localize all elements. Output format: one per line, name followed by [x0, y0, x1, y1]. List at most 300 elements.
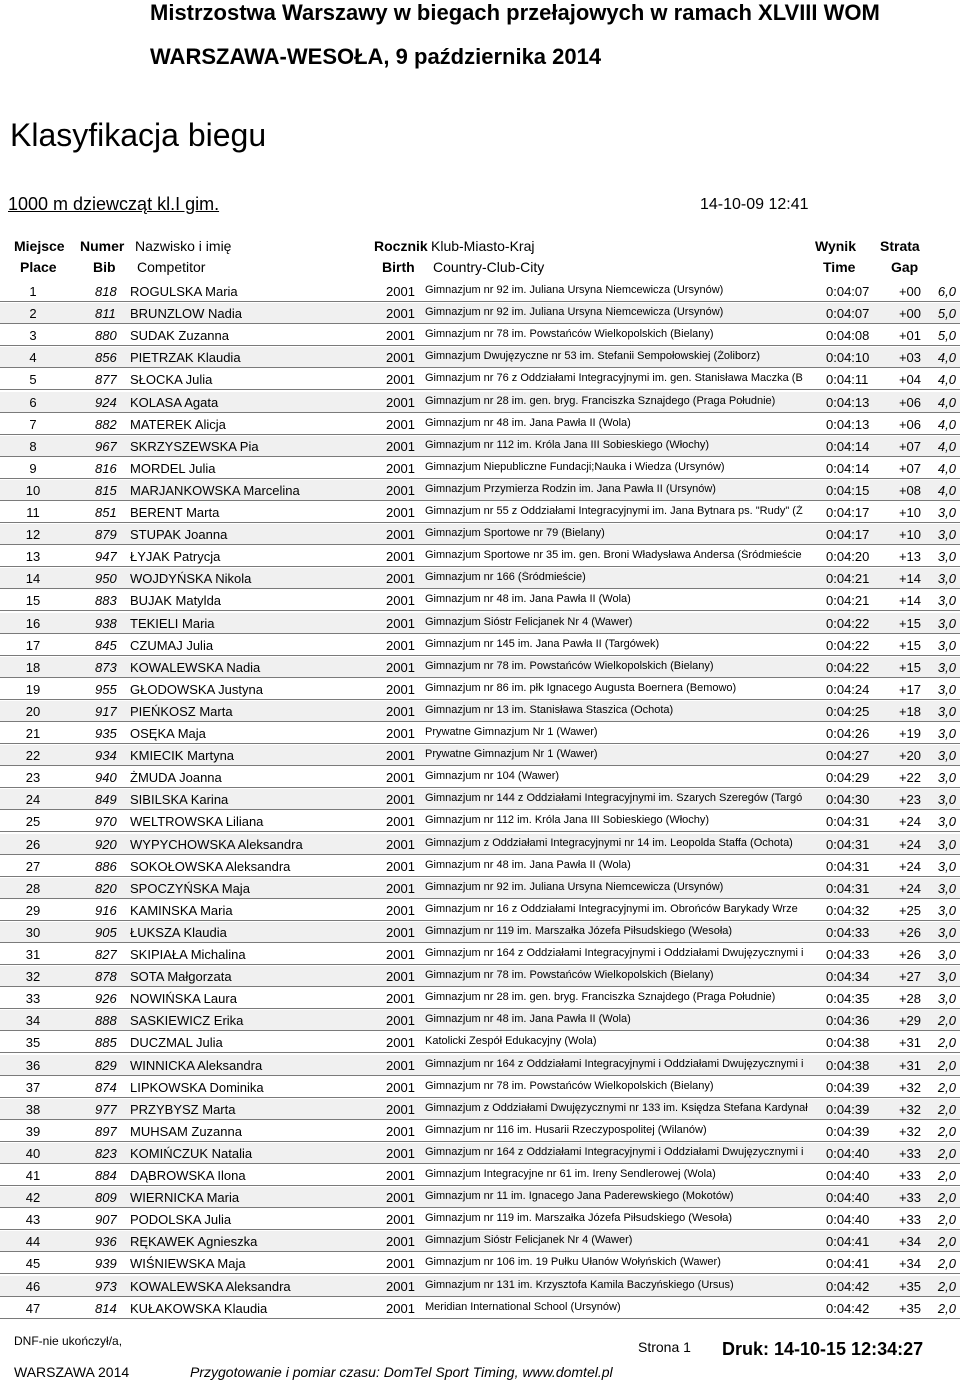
race-datetime: 14-10-09 12:41 — [700, 196, 809, 213]
time-gap: +14 — [898, 571, 921, 586]
bib-number: 924 — [95, 395, 117, 410]
place: 3 — [29, 328, 37, 343]
row-divider — [0, 655, 960, 656]
place: 10 — [25, 483, 41, 498]
time-gap: +08 — [898, 483, 921, 498]
points: 3,0 — [937, 616, 956, 631]
result-time: 0:04:31 — [826, 814, 870, 829]
row-divider — [0, 964, 960, 965]
birth-year: 2001 — [386, 770, 415, 785]
points: 2,0 — [937, 1234, 956, 1249]
row-divider — [0, 898, 960, 899]
result-time: 0:04:13 — [826, 395, 870, 410]
points: 3,0 — [937, 770, 956, 785]
time-gap: +27 — [898, 969, 921, 984]
page-number: Strona 1 — [638, 1339, 691, 1355]
place: 5 — [29, 372, 37, 387]
competitor-name: MARJANKOWSKA Marcelina — [130, 483, 300, 498]
place: 1 — [29, 284, 37, 299]
time-gap: +01 — [898, 328, 921, 343]
bib-number: 820 — [95, 881, 117, 896]
points: 4,0 — [937, 372, 956, 387]
result-time: 0:04:22 — [826, 616, 870, 631]
points: 4,0 — [937, 395, 956, 410]
col-name-pl: Nazwisko i imię — [135, 238, 232, 254]
competitor-name: LIPKOWSKA Dominika — [130, 1080, 264, 1095]
place: 45 — [25, 1256, 41, 1271]
birth-year: 2001 — [386, 925, 415, 940]
bib-number: 916 — [95, 903, 117, 918]
birth-year: 2001 — [386, 704, 415, 719]
row-divider — [0, 478, 960, 479]
club-name: Gimnazjum nr 145 im. Jana Pawła II (Targówek) — [425, 638, 660, 650]
time-gap: +34 — [898, 1234, 921, 1249]
competitor-name: OSĘKA Maja — [130, 726, 206, 741]
bib-number: 897 — [95, 1124, 117, 1139]
place: 12 — [25, 527, 41, 542]
place: 14 — [25, 571, 41, 586]
time-gap: +10 — [898, 505, 921, 520]
time-gap: +06 — [898, 417, 921, 432]
points: 2,0 — [937, 1212, 956, 1227]
row-divider — [0, 434, 960, 435]
result-time: 0:04:40 — [826, 1190, 870, 1205]
club-name: Gimnazjum nr 92 im. Juliana Ursyna Niemcewicza (Ursynów) — [425, 881, 724, 893]
place: 44 — [25, 1234, 41, 1249]
points: 3,0 — [937, 660, 956, 675]
row-divider — [0, 854, 960, 855]
birth-year: 2001 — [386, 284, 415, 299]
col-name-en: Competitor — [137, 259, 206, 275]
competitor-name: ŻMUDA Joanna — [130, 770, 222, 785]
competitor-name: SOKOŁOWSKA Aleksandra — [130, 859, 291, 874]
bib-number: 877 — [95, 372, 117, 387]
place: 13 — [25, 549, 41, 564]
points: 3,0 — [937, 505, 956, 520]
points: 2,0 — [937, 1279, 956, 1294]
competitor-name: DUCZMAL Julia — [130, 1035, 223, 1050]
result-time: 0:04:33 — [826, 947, 870, 962]
points: 2,0 — [937, 1035, 956, 1050]
birth-year: 2001 — [386, 859, 415, 874]
competitor-name: WOJDYŃSKA Nikola — [130, 571, 252, 586]
club-name: Gimnazjum nr 48 im. Jana Pawła II (Wola) — [425, 417, 631, 429]
competitor-name: KOMIŃCZUK Natalia — [130, 1146, 253, 1161]
competitor-name: STUPAK Joanna — [130, 527, 228, 542]
birth-year: 2001 — [386, 682, 415, 697]
row-divider — [0, 522, 960, 523]
club-name: Gimnazjum nr 48 im. Jana Pawła II (Wola) — [425, 1013, 631, 1025]
competitor-name: SPOCZYŃSKA Maja — [130, 881, 250, 896]
competitor-name: WELTROWSKA Liliana — [130, 814, 264, 829]
competitor-name: KAMINSKA Maria — [130, 903, 233, 918]
bib-number: 873 — [95, 660, 117, 675]
time-gap: +35 — [898, 1279, 921, 1294]
place: 43 — [25, 1212, 41, 1227]
time-gap: +15 — [898, 616, 921, 631]
bib-number: 883 — [95, 593, 117, 608]
competitor-name: BRUNZLOW Nadia — [130, 306, 242, 321]
birth-year: 2001 — [386, 1190, 415, 1205]
time-gap: +33 — [898, 1146, 921, 1161]
bib-number: 823 — [95, 1146, 117, 1161]
birth-year: 2001 — [386, 1124, 415, 1139]
competitor-name: NOWIŃSKA Laura — [130, 991, 237, 1006]
birth-year: 2001 — [386, 483, 415, 498]
birth-year: 2001 — [386, 505, 415, 520]
place: 28 — [25, 881, 41, 896]
points: 3,0 — [937, 859, 956, 874]
club-name: Gimnazjum nr 131 im. Krzysztofa Kamila Baczyńskiego (Ursus) — [425, 1279, 734, 1291]
place: 7 — [29, 417, 37, 432]
bib-number: 811 — [95, 306, 116, 321]
time-gap: +14 — [898, 593, 921, 608]
footer-credit: Przygotowanie i pomiar czasu: DomTel Sport Timing, www.domtel.pl — [190, 1364, 613, 1380]
place: 38 — [25, 1102, 41, 1117]
row-divider — [0, 986, 960, 987]
time-gap: +33 — [898, 1190, 921, 1205]
birth-year: 2001 — [386, 638, 415, 653]
row-divider — [0, 345, 960, 346]
row-divider — [0, 456, 960, 457]
bib-number: 884 — [95, 1168, 117, 1183]
competitor-name: DĄBROWSKA Ilona — [130, 1168, 246, 1183]
time-gap: +18 — [898, 704, 921, 719]
place: 18 — [25, 660, 41, 675]
points: 2,0 — [937, 1102, 956, 1117]
place: 33 — [25, 991, 41, 1006]
competitor-name: WIŚNIEWSKA Maja — [130, 1256, 246, 1271]
result-time: 0:04:42 — [826, 1301, 870, 1316]
place: 17 — [25, 638, 41, 653]
result-time: 0:04:17 — [826, 505, 870, 520]
competitor-name: SUDAK Zuzanna — [130, 328, 229, 343]
bib-number: 907 — [95, 1212, 117, 1227]
birth-year: 2001 — [386, 792, 415, 807]
club-name: Gimnazjum nr 78 im. Powstańców Wielkopolskich (Bielany) — [425, 1080, 714, 1092]
time-gap: +26 — [898, 947, 921, 962]
place: 35 — [25, 1035, 41, 1050]
club-name: Gimnazjum Dwujęzyczne nr 53 im. Stefanii Sempołowskiej (Żoliborz) — [425, 350, 761, 362]
col-place-pl: Miejsce — [14, 238, 65, 254]
competitor-name: SKRZYSZEWSKA Pia — [130, 439, 259, 454]
place: 40 — [25, 1146, 41, 1161]
points: 2,0 — [937, 1190, 956, 1205]
time-gap: +00 — [898, 284, 921, 299]
club-name: Gimnazjum nr 13 im. Stanisława Staszica (Ochota) — [425, 704, 674, 716]
points: 3,0 — [937, 571, 956, 586]
row-divider — [0, 610, 960, 611]
time-gap: +06 — [898, 395, 921, 410]
bib-number: 827 — [95, 947, 117, 962]
competitor-name: KOWALEWSKA Nadia — [130, 660, 261, 675]
points: 2,0 — [937, 1058, 956, 1073]
club-name: Gimnazjum nr 11 im. Ignacego Jana Paderewskiego (Mokotów) — [425, 1190, 734, 1202]
place: 23 — [25, 770, 41, 785]
place: 11 — [26, 505, 40, 520]
points: 3,0 — [937, 881, 956, 896]
race-name: 1000 m dziewcząt kl.I gim. — [8, 194, 220, 214]
row-divider — [0, 1097, 960, 1098]
page-title: Klasyfikacja biegu — [10, 117, 267, 153]
bib-number: 920 — [95, 837, 117, 852]
result-time: 0:04:41 — [826, 1234, 870, 1249]
place: 4 — [29, 350, 37, 365]
competitor-name: MORDEL Julia — [130, 461, 216, 476]
club-name: Gimnazjum nr 166 (Śródmieście) — [425, 571, 586, 583]
birth-year: 2001 — [386, 616, 415, 631]
competitor-name: PIETRZAK Klaudia — [130, 350, 241, 365]
points: 2,0 — [937, 1080, 956, 1095]
bib-number: 829 — [95, 1058, 117, 1073]
birth-year: 2001 — [386, 947, 415, 962]
club-name: Gimnazjum Sportowe nr 35 im. gen. Broni Władysława Andersa (Śródmieście — [425, 549, 802, 561]
competitor-name: ROGULSKA Maria — [130, 284, 238, 299]
bib-number: 967 — [95, 439, 117, 454]
place: 6 — [29, 395, 37, 410]
place: 20 — [25, 704, 41, 719]
bib-number: 882 — [95, 417, 117, 432]
row-divider — [0, 1052, 960, 1053]
result-time: 0:04:31 — [826, 837, 870, 852]
place: 8 — [29, 439, 37, 454]
time-gap: +24 — [898, 837, 921, 852]
competitor-name: ŁUKSZA Klaudia — [130, 925, 227, 940]
points: 3,0 — [937, 593, 956, 608]
row-divider — [0, 699, 960, 700]
place: 46 — [25, 1279, 41, 1294]
club-name: Gimnazjum nr 119 im. Marszałka Józefa Piłsudskiego (Wesoła) — [425, 1212, 733, 1224]
row-divider — [0, 500, 960, 501]
time-gap: +22 — [898, 770, 921, 785]
points: 3,0 — [937, 748, 956, 763]
competitor-name: KOWALEWSKA Aleksandra — [130, 1279, 291, 1294]
birth-year: 2001 — [386, 306, 415, 321]
points: 2,0 — [937, 1013, 956, 1028]
points: 5,0 — [937, 328, 956, 343]
result-time: 0:04:25 — [826, 704, 870, 719]
time-gap: +29 — [898, 1013, 921, 1028]
points: 3,0 — [937, 925, 956, 940]
bib-number: 814 — [95, 1301, 117, 1316]
competitor-name: KUŁAKOWSKA Klaudia — [130, 1301, 268, 1316]
bib-number: 905 — [95, 925, 117, 940]
col-bib-pl: Numer — [80, 238, 125, 254]
row-divider — [0, 566, 960, 567]
row-divider — [0, 942, 960, 943]
result-time: 0:04:10 — [826, 350, 870, 365]
club-name: Gimnazjum z Oddziałami Dwujęzycznymi nr 133 im. Księdza Stefana Kardynał — [425, 1102, 808, 1114]
result-time: 0:04:21 — [826, 593, 870, 608]
club-name: Gimnazjum nr 164 z Oddziałami Integracyjnymi i Oddziałami Dwujęzycznymi i — [425, 1146, 804, 1158]
bib-number: 809 — [95, 1190, 117, 1205]
place: 36 — [25, 1058, 41, 1073]
row-divider — [0, 544, 960, 545]
competitor-name: MUHSAM Zuzanna — [130, 1124, 242, 1139]
row-divider — [0, 743, 960, 744]
result-time: 0:04:40 — [826, 1212, 870, 1227]
birth-year: 2001 — [386, 660, 415, 675]
club-name: Katolicki Zespół Edukacyjny (Wola) — [425, 1035, 597, 1047]
place: 42 — [25, 1190, 41, 1205]
club-name: Gimnazjum nr 16 z Oddziałami Integracyjnymi im. Obrońców Barykady Wrze — [425, 903, 798, 915]
print-timestamp: Druk: 14-10-15 12:34:27 — [722, 1339, 924, 1359]
club-name: Gimnazjum nr 119 im. Marszałka Józefa Piłsudskiego (Wesoła) — [425, 925, 733, 937]
bib-number: 939 — [95, 1256, 117, 1271]
competitor-name: SOTA Małgorzata — [130, 969, 232, 984]
place: 22 — [25, 748, 41, 763]
row-divider — [0, 301, 960, 302]
result-time: 0:04:35 — [826, 991, 870, 1006]
result-time: 0:04:34 — [826, 969, 870, 984]
row-divider — [0, 831, 960, 832]
bib-number: 886 — [95, 859, 117, 874]
bib-number: 815 — [95, 483, 117, 498]
club-name: Gimnazjum nr 78 im. Powstańców Wielkopolskich (Bielany) — [425, 969, 714, 981]
points: 3,0 — [937, 903, 956, 918]
birth-year: 2001 — [386, 1035, 415, 1050]
points: 2,0 — [937, 1146, 956, 1161]
bib-number: 818 — [95, 284, 117, 299]
result-time: 0:04:40 — [826, 1168, 870, 1183]
result-time: 0:04:38 — [826, 1035, 870, 1050]
bib-number: 938 — [95, 616, 117, 631]
birth-year: 2001 — [386, 1301, 415, 1316]
club-name: Gimnazjum Integracyjne nr 61 im. Ireny Sendlerowej (Wola) — [425, 1168, 716, 1180]
club-name: Gimnazjum Niepubliczne Fundacji;Nauka i Wiedza (Ursynów) — [425, 461, 725, 473]
time-gap: +33 — [898, 1212, 921, 1227]
birth-year: 2001 — [386, 1234, 415, 1249]
birth-year: 2001 — [386, 1058, 415, 1073]
competitor-name: BUJAK Matylda — [130, 593, 222, 608]
birth-year: 2001 — [386, 350, 415, 365]
club-name: Gimnazjum nr 76 z Oddziałami Integracyjnymi im. gen. Stanisława Maczka (B — [425, 372, 803, 384]
club-name: Gimnazjum z Oddziałami Integracyjnymi nr 14 im. Leopolda Staffa (Ochota) — [425, 837, 793, 849]
row-divider — [0, 721, 960, 722]
col-time-en: Time — [823, 259, 856, 275]
time-gap: +32 — [898, 1102, 921, 1117]
club-name: Gimnazjum nr 112 im. Króla Jana III Sobieskiego (Włochy) — [425, 439, 710, 451]
bib-number: 856 — [95, 350, 117, 365]
competitor-name: SŁOCKA Julia — [130, 372, 213, 387]
club-name: Gimnazjum nr 28 im. gen. bryg. Franciszka Sznajdego (Praga Południe) — [425, 395, 776, 407]
points: 2,0 — [937, 1256, 956, 1271]
col-club-pl: Klub-Miasto-Kraj — [431, 238, 535, 254]
place: 31 — [25, 947, 41, 962]
club-name: Gimnazjum Sióstr Felicjanek Nr 4 (Wawer) — [425, 616, 633, 628]
row-divider — [0, 1119, 960, 1120]
row-divider — [0, 1030, 960, 1031]
birth-year: 2001 — [386, 881, 415, 896]
birth-year: 2001 — [386, 395, 415, 410]
club-name: Gimnazjum nr 116 im. Husarii Rzeczypospolitej (Wilanów) — [425, 1124, 707, 1136]
result-time: 0:04:20 — [826, 549, 870, 564]
row-divider — [0, 412, 960, 413]
points: 2,0 — [937, 1168, 956, 1183]
result-time: 0:04:33 — [826, 925, 870, 940]
col-bib-en: Bib — [93, 259, 116, 275]
competitor-name: PIEŃKOSZ Marta — [130, 704, 233, 719]
competitor-name: KOLASA Agata — [130, 395, 219, 410]
bib-number: 880 — [95, 328, 117, 343]
birth-year: 2001 — [386, 593, 415, 608]
col-gap-en: Gap — [891, 259, 919, 275]
time-gap: +13 — [898, 549, 921, 564]
result-time: 0:04:07 — [826, 284, 870, 299]
result-time: 0:04:32 — [826, 903, 870, 918]
place: 24 — [25, 792, 41, 807]
birth-year: 2001 — [386, 1279, 415, 1294]
place: 19 — [25, 682, 41, 697]
competitor-name: WYPYCHOWSKA Aleksandra — [130, 837, 303, 852]
competitor-name: CZUMAJ Julia — [130, 638, 214, 653]
time-gap: +19 — [898, 726, 921, 741]
points: 3,0 — [937, 814, 956, 829]
time-gap: +31 — [898, 1035, 921, 1050]
result-time: 0:04:31 — [826, 881, 870, 896]
bib-number: 849 — [95, 792, 117, 807]
club-name: Gimnazjum nr 144 z Oddziałami Integracyjnymi im. Szarych Szeregów (Targó — [425, 792, 803, 804]
place: 15 — [25, 593, 41, 608]
points: 3,0 — [937, 704, 956, 719]
birth-year: 2001 — [386, 1013, 415, 1028]
result-time: 0:04:39 — [826, 1080, 870, 1095]
club-name: Gimnazjum nr 164 z Oddziałami Integracyjnymi i Oddziałami Dwujęzycznymi i — [425, 947, 804, 959]
bib-number: 885 — [95, 1035, 117, 1050]
event-title: Mistrzostwa Warszawy w biegach przełajowych w ramach XLVIII WOM — [150, 0, 880, 25]
birth-year: 2001 — [386, 1080, 415, 1095]
club-name: Gimnazjum nr 92 im. Juliana Ursyna Niemcewicza (Ursynów) — [425, 306, 724, 318]
club-name: Gimnazjum nr 164 z Oddziałami Integracyjnymi i Oddziałami Dwujęzycznymi i — [425, 1058, 804, 1070]
col-year-pl: Rocznik — [374, 238, 428, 254]
result-time: 0:04:42 — [826, 1279, 870, 1294]
place: 27 — [25, 859, 41, 874]
points: 2,0 — [937, 1301, 956, 1316]
result-time: 0:04:14 — [826, 461, 870, 476]
time-gap: +00 — [898, 306, 921, 321]
birth-year: 2001 — [386, 549, 415, 564]
place: 2 — [29, 306, 37, 321]
birth-year: 2001 — [386, 372, 415, 387]
row-divider — [0, 1163, 960, 1164]
time-gap: +15 — [898, 660, 921, 675]
points: 4,0 — [937, 483, 956, 498]
birth-year: 2001 — [386, 837, 415, 852]
birth-year: 2001 — [386, 969, 415, 984]
col-place-en: Place — [20, 259, 57, 275]
club-name: Gimnazjum nr 48 im. Jana Pawła II (Wola) — [425, 593, 631, 605]
bib-number: 888 — [95, 1013, 117, 1028]
bib-number: 935 — [95, 726, 117, 741]
time-gap: +32 — [898, 1124, 921, 1139]
bib-number: 936 — [95, 1234, 117, 1249]
result-time: 0:04:13 — [826, 417, 870, 432]
time-gap: +34 — [898, 1256, 921, 1271]
competitor-name: PRZYBYSZ Marta — [130, 1102, 236, 1117]
result-time: 0:04:29 — [826, 770, 870, 785]
club-name: Gimnazjum nr 92 im. Juliana Ursyna Niemcewicza (Ursynów) — [425, 284, 724, 296]
birth-year: 2001 — [386, 439, 415, 454]
result-time: 0:04:07 — [826, 306, 870, 321]
col-time-pl: Wynik — [815, 238, 856, 254]
points: 3,0 — [937, 947, 956, 962]
place: 21 — [25, 726, 41, 741]
time-gap: +35 — [898, 1301, 921, 1316]
points: 4,0 — [937, 417, 956, 432]
row-divider — [0, 677, 960, 678]
club-name: Gimnazjum nr 55 z Oddziałami Integracyjnymi im. Jana Bytnara ps. "Rudy" (Ż — [425, 505, 803, 517]
row-divider — [0, 588, 960, 589]
